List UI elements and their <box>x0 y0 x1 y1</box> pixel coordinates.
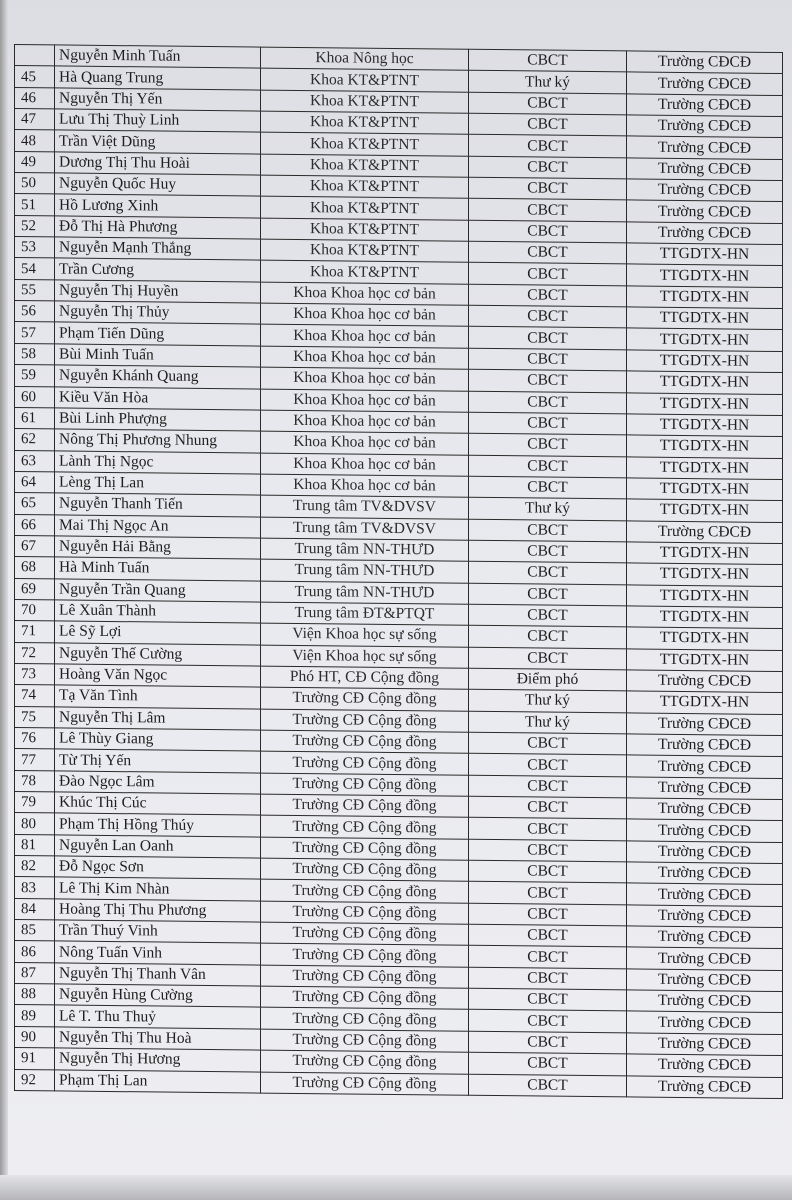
staff-unit-cell: Trung tâm NN-THƯD <box>261 581 469 605</box>
row-number-cell: 81 <box>15 834 55 856</box>
row-number-cell: 72 <box>15 642 55 664</box>
exam-location-cell: Trường CĐCĐ <box>627 713 783 736</box>
staff-unit-cell: Khoa Khoa học cơ bản <box>261 410 469 434</box>
staff-role-cell: CBCT <box>469 305 627 328</box>
row-number-cell: 59 <box>15 365 55 387</box>
staff-name-cell: Hồ Lương Xinh <box>55 194 261 218</box>
row-number-cell: 57 <box>15 322 55 344</box>
staff-name-cell: Khúc Thị Cúc <box>55 792 261 816</box>
staff-unit-cell: Trường CĐ Cộng đồng <box>261 709 469 733</box>
staff-unit-cell: Trường CĐ Cộng đồng <box>261 751 469 775</box>
staff-name-cell: Nguyễn Thị Thủy <box>55 301 261 325</box>
staff-role-cell: CBCT <box>469 391 627 414</box>
exam-location-cell: Trường CĐCĐ <box>627 1033 783 1056</box>
exam-location-cell: Trường CĐCĐ <box>627 136 783 159</box>
staff-name-cell: Nguyễn Hùng Cường <box>55 984 261 1008</box>
staff-unit-cell: Trường CĐ Cộng đồng <box>261 773 469 797</box>
exam-location-cell: TTGDTX-HN <box>627 371 783 394</box>
staff-role-cell: CBCT <box>469 49 627 72</box>
staff-name-cell: Đỗ Ngọc Sơn <box>55 856 261 880</box>
row-number-cell: 73 <box>15 663 55 685</box>
staff-unit-cell: Khoa Khoa học cơ bản <box>261 346 469 370</box>
row-number-cell: 75 <box>15 706 55 728</box>
staff-unit-cell: Khoa Nông học <box>261 47 469 71</box>
exam-location-cell: Trường CĐCĐ <box>627 94 783 117</box>
row-number-cell: 45 <box>15 66 55 88</box>
staff-role-cell: CBCT <box>469 924 627 947</box>
staff-unit-cell: Khoa KT&PTNT <box>261 154 469 178</box>
staff-name-cell: Phạm Thị Lan <box>55 1069 261 1093</box>
exam-location-cell: Trường CĐCĐ <box>627 1075 783 1098</box>
row-number-cell: 87 <box>15 962 55 984</box>
staff-name-cell: Nguyễn Mạnh Thắng <box>55 237 261 261</box>
exam-location-cell: Trường CĐCĐ <box>627 777 783 800</box>
exam-location-cell: Trường CĐCĐ <box>627 222 783 245</box>
staff-unit-cell: Trường CĐ Cộng đồng <box>261 687 469 711</box>
exam-location-cell: Trường CĐCĐ <box>627 947 783 970</box>
row-number-cell: 51 <box>15 194 55 216</box>
row-number-cell: 56 <box>15 301 55 323</box>
row-number-cell: 89 <box>15 1005 55 1027</box>
staff-role-cell: CBCT <box>469 519 627 542</box>
staff-name-cell: Nguyễn Thanh Tiến <box>55 493 261 517</box>
exam-location-cell: Trường CĐCĐ <box>627 670 783 693</box>
staff-name-cell: Phạm Thị Hồng Thúy <box>55 813 261 837</box>
page-left-shadow <box>0 0 8 1200</box>
staff-role-cell: CBCT <box>469 903 627 926</box>
exam-location-cell: Trường CĐCĐ <box>627 969 783 992</box>
row-number-cell: 52 <box>15 215 55 237</box>
staff-role-cell: CBCT <box>469 946 627 969</box>
staff-name-cell: Nguyễn Thị Lâm <box>55 707 261 731</box>
staff-role-cell: CBCT <box>469 327 627 350</box>
staff-unit-cell: Trường CĐ Cộng đồng <box>261 965 469 989</box>
staff-name-cell: Trần Việt Dũng <box>55 130 261 154</box>
staff-name-cell: Phạm Tiến Dũng <box>55 322 261 346</box>
staff-unit-cell: Trường CĐ Cộng đồng <box>261 944 469 968</box>
exam-location-cell: Trường CĐCĐ <box>627 179 783 202</box>
staff-role-cell: CBCT <box>469 113 627 136</box>
exam-location-cell: Trường CĐCĐ <box>627 520 783 543</box>
staff-role-cell: CBCT <box>469 860 627 883</box>
staff-role-cell: Thư ký <box>469 711 627 734</box>
row-number-cell: 71 <box>15 621 55 643</box>
exam-location-cell: TTGDTX-HN <box>627 456 783 479</box>
exam-location-cell: Trường CĐCĐ <box>627 734 783 757</box>
staff-unit-cell: Trường CĐ Cộng đồng <box>261 1029 469 1053</box>
staff-role-cell: Thư ký <box>469 497 627 520</box>
exam-location-cell: TTGDTX-HN <box>627 307 783 330</box>
row-number-cell: 62 <box>15 429 55 451</box>
staff-role-cell: CBCT <box>469 284 627 307</box>
exam-location-cell: Trường CĐCĐ <box>627 819 783 842</box>
staff-unit-cell: Khoa Khoa học cơ bản <box>261 367 469 391</box>
staff-name-cell: Dương Thị Thu Hoài <box>55 152 261 176</box>
staff-unit-cell: Trường CĐ Cộng đồng <box>261 1072 469 1096</box>
staff-role-cell: CBCT <box>469 967 627 990</box>
staff-unit-cell: Khoa KT&PTNT <box>261 196 469 220</box>
staff-role-cell: CBCT <box>469 1031 627 1054</box>
staff-unit-cell: Trung tâm NN-THƯD <box>261 538 469 562</box>
exam-location-cell: TTGDTX-HN <box>627 243 783 266</box>
staff-role-cell: CBCT <box>469 882 627 905</box>
exam-location-cell: Trường CĐCĐ <box>627 1011 783 1034</box>
staff-name-cell: Nguyễn Thị Thanh Vân <box>55 963 261 987</box>
exam-location-cell: TTGDTX-HN <box>627 691 783 714</box>
staff-unit-cell: Khoa KT&PTNT <box>261 111 469 135</box>
staff-name-cell: Nguyễn Lan Oanh <box>55 835 261 859</box>
staff-role-cell: CBCT <box>469 818 627 841</box>
row-number-cell: 49 <box>15 151 55 173</box>
staff-role-cell: CBCT <box>469 177 627 200</box>
staff-role-cell: CBCT <box>469 241 627 264</box>
staff-name-cell: Nguyễn Trần Quang <box>55 579 261 603</box>
staff-name-cell: Nguyễn Thị Thu Hoà <box>55 1027 261 1051</box>
staff-unit-cell: Khoa Khoa học cơ bản <box>261 453 469 477</box>
row-number-cell: 91 <box>15 1048 55 1070</box>
page-bottom-shadow <box>0 1175 792 1200</box>
row-number-cell: 86 <box>15 941 55 963</box>
staff-role-cell: CBCT <box>469 1074 627 1097</box>
row-number-cell: 54 <box>15 258 55 280</box>
staff-role-cell: CBCT <box>469 604 627 627</box>
row-number-cell: 88 <box>15 984 55 1006</box>
exam-location-cell: Trường CĐCĐ <box>627 926 783 949</box>
staff-name-cell: Nguyễn Hải Bằng <box>55 536 261 560</box>
row-number-cell: 50 <box>15 173 55 195</box>
exam-location-cell: TTGDTX-HN <box>627 392 783 415</box>
staff-name-cell: Hoàng Thị Thu Phương <box>55 899 261 923</box>
exam-location-cell: TTGDTX-HN <box>627 478 783 501</box>
staff-name-cell: Đào Ngọc Lâm <box>55 771 261 795</box>
row-number-cell <box>15 45 55 67</box>
row-number-cell: 68 <box>15 557 55 579</box>
staff-unit-cell: Trường CĐ Cộng đồng <box>261 858 469 882</box>
exam-location-cell: Trường CĐCĐ <box>627 841 783 864</box>
staff-unit-cell: Trường CĐ Cộng đồng <box>261 901 469 925</box>
staff-role-cell: CBCT <box>469 1010 627 1033</box>
staff-role-cell: CBCT <box>469 433 627 456</box>
staff-name-cell: Hoàng Văn Ngọc <box>55 664 261 688</box>
staff-role-cell: CBCT <box>469 476 627 499</box>
staff-name-cell: Tạ Văn Tình <box>55 685 261 709</box>
exam-location-cell: Trường CĐCĐ <box>627 755 783 778</box>
staff-unit-cell: Khoa Khoa học cơ bản <box>261 282 469 306</box>
row-number-cell: 74 <box>15 685 55 707</box>
staff-role-cell: Điểm phó <box>469 668 627 691</box>
staff-name-cell: Từ Thị Yến <box>55 749 261 773</box>
staff-role-cell: CBCT <box>469 626 627 649</box>
exam-location-cell: TTGDTX-HN <box>627 414 783 437</box>
staff-role-cell: CBCT <box>469 156 627 179</box>
row-number-cell: 90 <box>15 1026 55 1048</box>
staff-name-cell: Lê Sỹ Lợi <box>55 621 261 645</box>
row-number-cell: 69 <box>15 578 55 600</box>
row-number-cell: 46 <box>15 87 55 109</box>
staff-name-cell: Kiều Văn Hòa <box>55 386 261 410</box>
staff-name-cell: Lê Thùy Giang <box>55 728 261 752</box>
exam-location-cell: Trường CĐCĐ <box>627 115 783 138</box>
exam-location-cell: TTGDTX-HN <box>627 542 783 565</box>
staff-role-cell: CBCT <box>469 369 627 392</box>
staff-role-cell: CBCT <box>469 796 627 819</box>
staff-unit-cell: Trường CĐ Cộng đồng <box>261 730 469 754</box>
staff-unit-cell: Khoa KT&PTNT <box>261 175 469 199</box>
staff-role-cell: CBCT <box>469 412 627 435</box>
staff-role-cell: CBCT <box>469 348 627 371</box>
exam-location-cell: TTGDTX-HN <box>627 627 783 650</box>
staff-role-cell: CBCT <box>469 263 627 286</box>
staff-role-cell: CBCT <box>469 540 627 563</box>
exam-location-cell: TTGDTX-HN <box>627 606 783 629</box>
staff-role-cell: CBCT <box>469 732 627 755</box>
staff-unit-cell: Khoa Khoa học cơ bản <box>261 303 469 327</box>
staff-name-cell: Lèng Thị Lan <box>55 472 261 496</box>
staff-name-cell: Nguyễn Minh Tuấn <box>55 45 261 69</box>
staff-unit-cell: Trường CĐ Cộng đồng <box>261 922 469 946</box>
row-number-cell: 84 <box>15 898 55 920</box>
exam-location-cell: TTGDTX-HN <box>627 585 783 608</box>
staff-role-cell: CBCT <box>469 775 627 798</box>
exam-location-cell: TTGDTX-HN <box>627 499 783 522</box>
row-number-cell: 83 <box>15 877 55 899</box>
exam-location-cell: TTGDTX-HN <box>627 350 783 373</box>
exam-location-cell: Trường CĐCĐ <box>627 862 783 885</box>
staff-name-cell: Nguyễn Thế Cường <box>55 643 261 667</box>
staff-role-cell: CBCT <box>469 583 627 606</box>
exam-location-cell: Trường CĐCĐ <box>627 1054 783 1077</box>
staff-name-cell: Lê Xuân Thành <box>55 600 261 624</box>
staff-unit-cell: Phó HT, CĐ Cộng đồng <box>261 666 469 690</box>
staff-name-cell: Hà Minh Tuấn <box>55 557 261 581</box>
staff-unit-cell: Khoa KT&PTNT <box>261 218 469 242</box>
staff-role-cell: CBCT <box>469 988 627 1011</box>
exam-location-cell: TTGDTX-HN <box>627 435 783 458</box>
row-number-cell: 85 <box>15 920 55 942</box>
row-number-cell: 53 <box>15 237 55 259</box>
exam-location-cell: TTGDTX-HN <box>627 264 783 287</box>
staff-unit-cell: Viện Khoa học sự sống <box>261 623 469 647</box>
exam-location-cell: TTGDTX-HN <box>627 286 783 309</box>
staff-name-cell: Lưu Thị Thuỳ Linh <box>55 109 261 133</box>
staff-unit-cell: Trường CĐ Cộng đồng <box>261 1008 469 1032</box>
staff-name-cell: Nguyễn Thị Huyền <box>55 280 261 304</box>
staff-role-cell: CBCT <box>469 1052 627 1075</box>
staff-name-cell: Mai Thị Ngọc An <box>55 514 261 538</box>
staff-unit-cell: Khoa KT&PTNT <box>261 261 469 285</box>
staff-name-cell: Nguyễn Khánh Quang <box>55 365 261 389</box>
exam-location-cell: Trường CĐCĐ <box>627 798 783 821</box>
staff-name-cell: Bùi Linh Phượng <box>55 408 261 432</box>
row-number-cell: 79 <box>15 792 55 814</box>
staff-unit-cell: Trường CĐ Cộng đồng <box>261 879 469 903</box>
staff-role-cell: Thư ký <box>469 690 627 713</box>
row-number-cell: 63 <box>15 450 55 472</box>
staff-unit-cell: Viện Khoa học sự sống <box>261 645 469 669</box>
row-number-cell: 48 <box>15 130 55 152</box>
row-number-cell: 58 <box>15 343 55 365</box>
staff-name-cell: Bùi Minh Tuấn <box>55 344 261 368</box>
staff-name-cell: Nông Thị Phương Nhung <box>55 429 261 453</box>
staff-name-cell: Trần Thuý Vinh <box>55 920 261 944</box>
row-number-cell: 47 <box>15 109 55 131</box>
staff-role-cell: CBCT <box>469 455 627 478</box>
staff-name-cell: Nguyễn Thị Yến <box>55 88 261 112</box>
staff-name-cell: Lành Thị Ngọc <box>55 450 261 474</box>
staff-unit-cell: Trường CĐ Cộng đồng <box>261 815 469 839</box>
staff-name-cell: Nông Tuấn Vinh <box>55 941 261 965</box>
staff-role-cell: CBCT <box>469 839 627 862</box>
row-number-cell: 60 <box>15 386 55 408</box>
staff-name-cell: Trần Cương <box>55 258 261 282</box>
row-number-cell: 66 <box>15 514 55 536</box>
staff-name-cell: Lê T. Thu Thuỷ <box>55 1005 261 1029</box>
staff-role-cell: CBCT <box>469 220 627 243</box>
row-number-cell: 55 <box>15 279 55 301</box>
staff-unit-cell: Trung tâm TV&DVSV <box>261 495 469 519</box>
staff-unit-cell: Khoa Khoa học cơ bản <box>261 389 469 413</box>
staff-assignment-table <box>14 44 783 1099</box>
staff-name-cell: Đỗ Thị Hà Phương <box>55 216 261 240</box>
staff-unit-cell: Khoa KT&PTNT <box>261 68 469 92</box>
exam-location-cell: TTGDTX-HN <box>627 328 783 351</box>
exam-location-cell: Trường CĐCĐ <box>627 200 783 223</box>
staff-unit-cell: Khoa Khoa học cơ bản <box>261 474 469 498</box>
staff-role-cell: CBCT <box>469 562 627 585</box>
row-number-cell: 80 <box>15 813 55 835</box>
staff-unit-cell: Trung tâm TV&DVSV <box>261 517 469 541</box>
staff-unit-cell: Khoa KT&PTNT <box>261 239 469 263</box>
staff-unit-cell: Khoa Khoa học cơ bản <box>261 325 469 349</box>
exam-location-cell: Trường CĐCĐ <box>627 72 783 95</box>
staff-role-cell: CBCT <box>469 199 627 222</box>
row-number-cell: 92 <box>15 1069 55 1091</box>
exam-location-cell: TTGDTX-HN <box>627 563 783 586</box>
staff-unit-cell: Trường CĐ Cộng đồng <box>261 794 469 818</box>
staff-role-cell: CBCT <box>469 754 627 777</box>
row-number-cell: 76 <box>15 728 55 750</box>
staff-role-cell: CBCT <box>469 92 627 115</box>
staff-role-cell: CBCT <box>469 647 627 670</box>
row-number-cell: 82 <box>15 856 55 878</box>
exam-location-cell: Trường CĐCĐ <box>627 51 783 74</box>
staff-unit-cell: Khoa KT&PTNT <box>261 90 469 114</box>
row-number-cell: 61 <box>15 407 55 429</box>
exam-location-cell: Trường CĐCĐ <box>627 158 783 181</box>
staff-name-cell: Hà Quang Trung <box>55 66 261 90</box>
exam-location-cell: Trường CĐCĐ <box>627 883 783 906</box>
staff-role-cell: Thư ký <box>469 71 627 94</box>
row-number-cell: 70 <box>15 599 55 621</box>
row-number-cell: 64 <box>15 471 55 493</box>
staff-unit-cell: Khoa KT&PTNT <box>261 132 469 156</box>
row-number-cell: 67 <box>15 535 55 557</box>
staff-name-cell: Lê Thị Kim Nhàn <box>55 877 261 901</box>
exam-location-cell: Trường CĐCĐ <box>627 905 783 928</box>
staff-name-cell: Nguyễn Thị Hương <box>55 1048 261 1072</box>
table-body <box>15 45 783 1099</box>
staff-unit-cell: Trường CĐ Cộng đồng <box>261 986 469 1010</box>
exam-location-cell: Trường CĐCĐ <box>627 990 783 1013</box>
row-number-cell: 65 <box>15 493 55 515</box>
staff-role-cell: CBCT <box>469 135 627 158</box>
row-number-cell: 77 <box>15 749 55 771</box>
staff-unit-cell: Trung tâm ĐT&PTQT <box>261 602 469 626</box>
staff-unit-cell: Trường CĐ Cộng đồng <box>261 837 469 861</box>
exam-location-cell: TTGDTX-HN <box>627 649 783 672</box>
row-number-cell: 78 <box>15 770 55 792</box>
staff-unit-cell: Trường CĐ Cộng đồng <box>261 1050 469 1074</box>
staff-unit-cell: Trung tâm NN-THƯD <box>261 559 469 583</box>
staff-unit-cell: Khoa Khoa học cơ bản <box>261 431 469 455</box>
staff-name-cell: Nguyễn Quốc Huy <box>55 173 261 197</box>
